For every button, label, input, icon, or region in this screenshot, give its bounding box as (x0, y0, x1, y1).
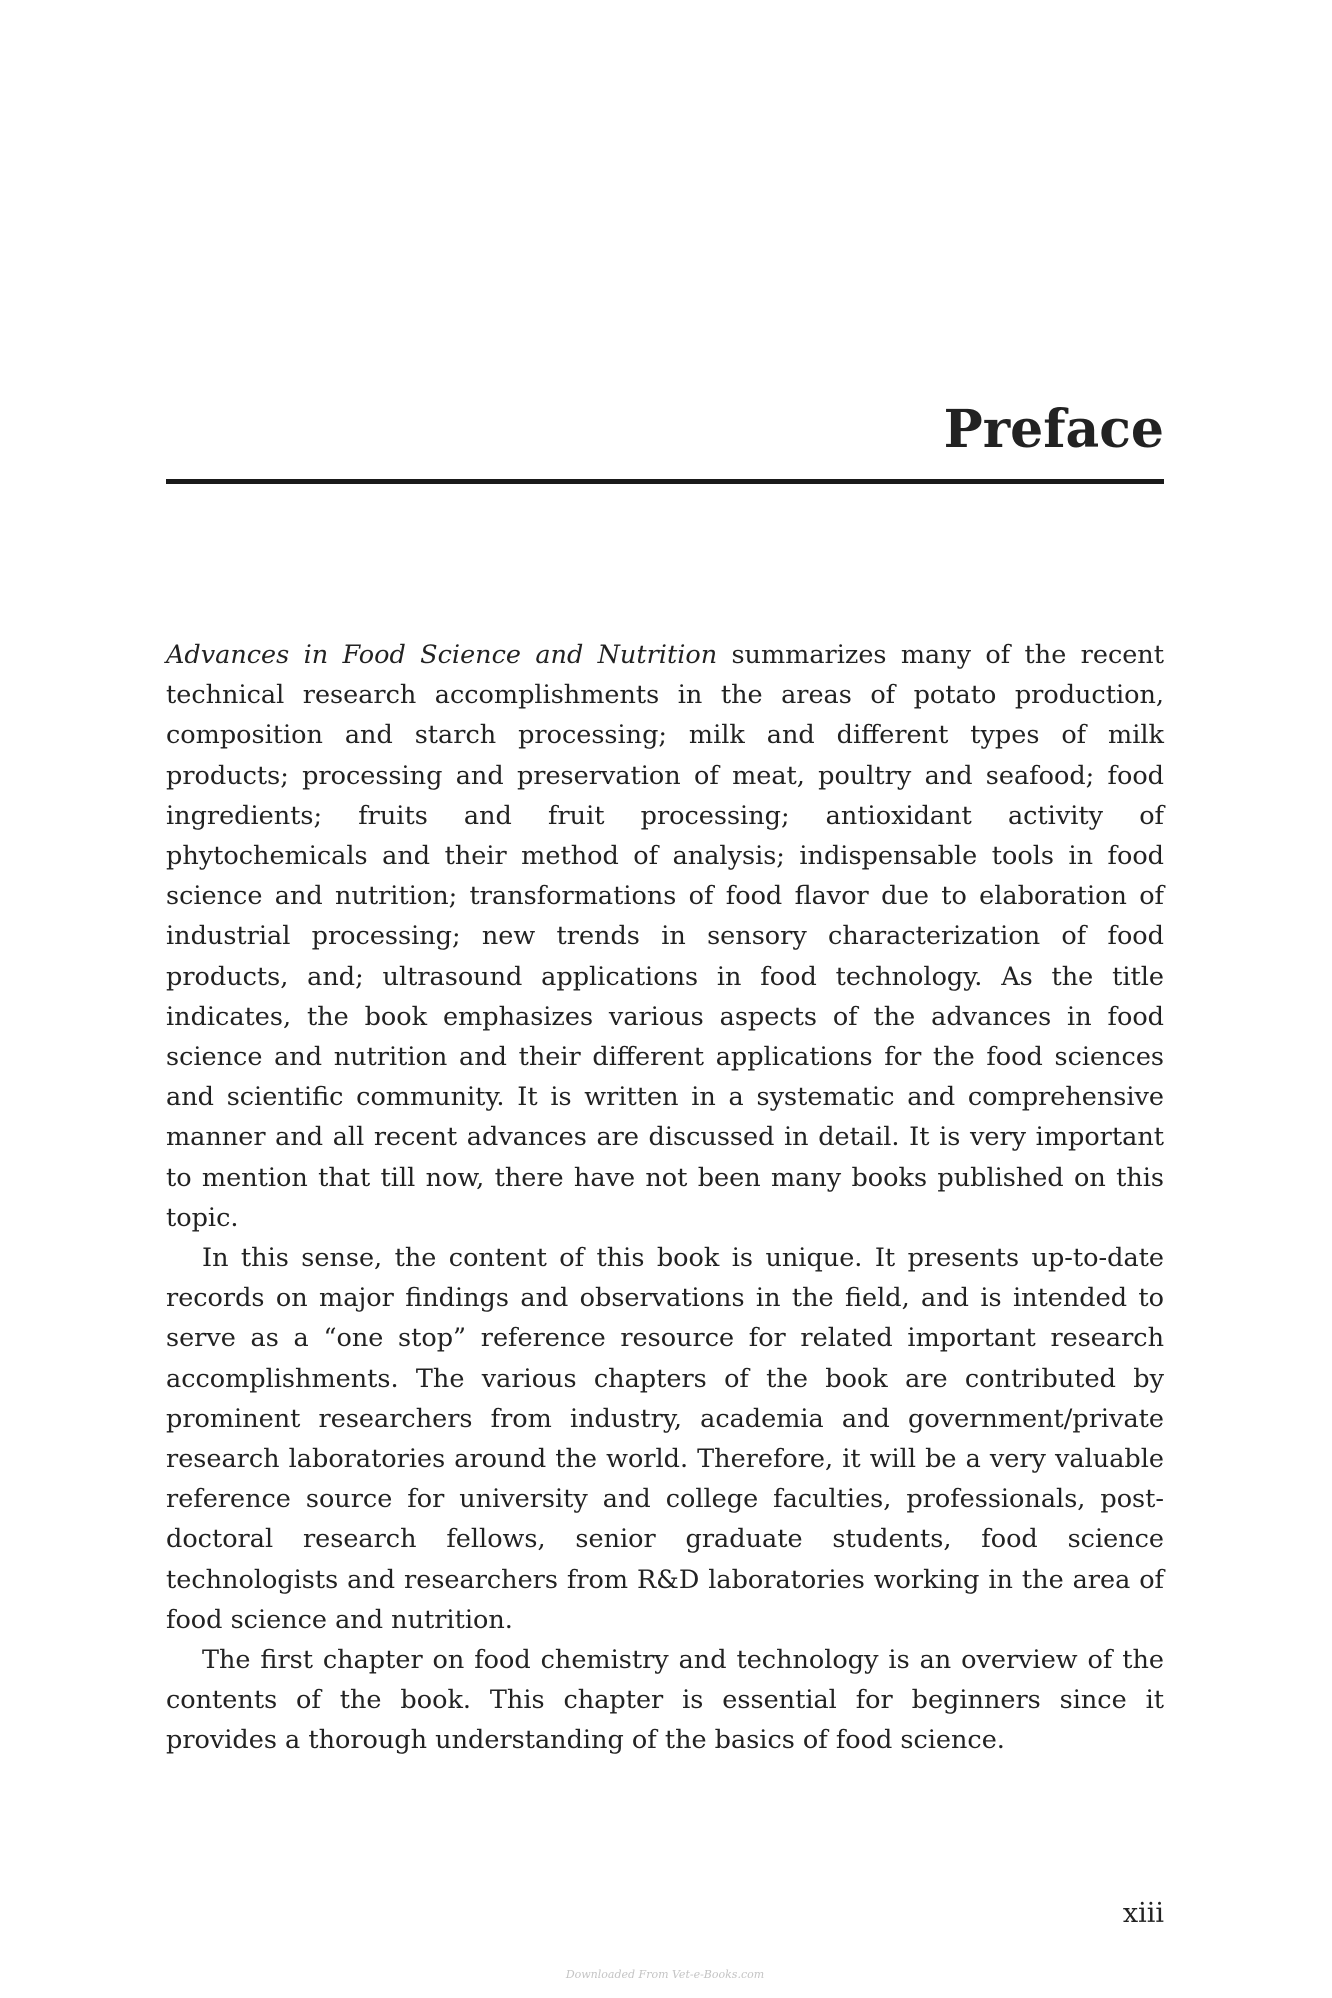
book-title-italic: Advances in Food Science and Nutrition (166, 640, 718, 670)
paragraph-3: The first chapter on food chemistry and technology is an overview of the contents of the book. This chapter is essential for beginners since it provides a thorough understanding of the basics of food science. (166, 1645, 1164, 1756)
chapter-title: Preface (943, 399, 1164, 460)
download-watermark: Downloaded From Vet-e-Books.com (565, 1968, 765, 1981)
title-rule (166, 479, 1164, 484)
paragraph-1-text: summarizes many of the recent technical research accomplishments in the areas of potato production, composition and starch processing; milk and different types of milk products; processing and preservation of meat, poultry and seafood; food ingredients; fruits and fruit processing; antioxidant activity of phytochemicals and their method of analysis; indispensable tools in food science and nutrition; transformations of food flavor due to elaboration of industrial processing; new trends in sensory characterization of food products, and; ultrasound applications in food technology. As the title indicates, the book emphasizes various aspects of the advances in food science and nutrition and their different applications for the food sciences and scientific community. It is written in a systematic and comprehensive manner and all recent advances are discussed in detail. It is very important to mention that till now, there have not been many books published on this topic. (166, 640, 1164, 1233)
page-number: xiii (1122, 1898, 1164, 1929)
paragraph-2: In this sense, the content of this book is unique. It presents up-to-date records on major findings and observations in the field, and is intended to serve as a “one stop” reference resource for related important research accomplishments. The various chapters of the book are contributed by prominent researchers from industry, academia and government/private research laboratories around the world. Therefore, it will be a very valuable reference source for university and college faculties, professionals, post-doctoral research fellows, senior graduate students, food science technologists and researchers from R&D laboratories working in the area of food science and nutrition. (166, 1243, 1164, 1635)
book-page (166, 0, 1164, 1998)
preface-body (166, 635, 1164, 1761)
paragraph-1 (166, 635, 1164, 1238)
